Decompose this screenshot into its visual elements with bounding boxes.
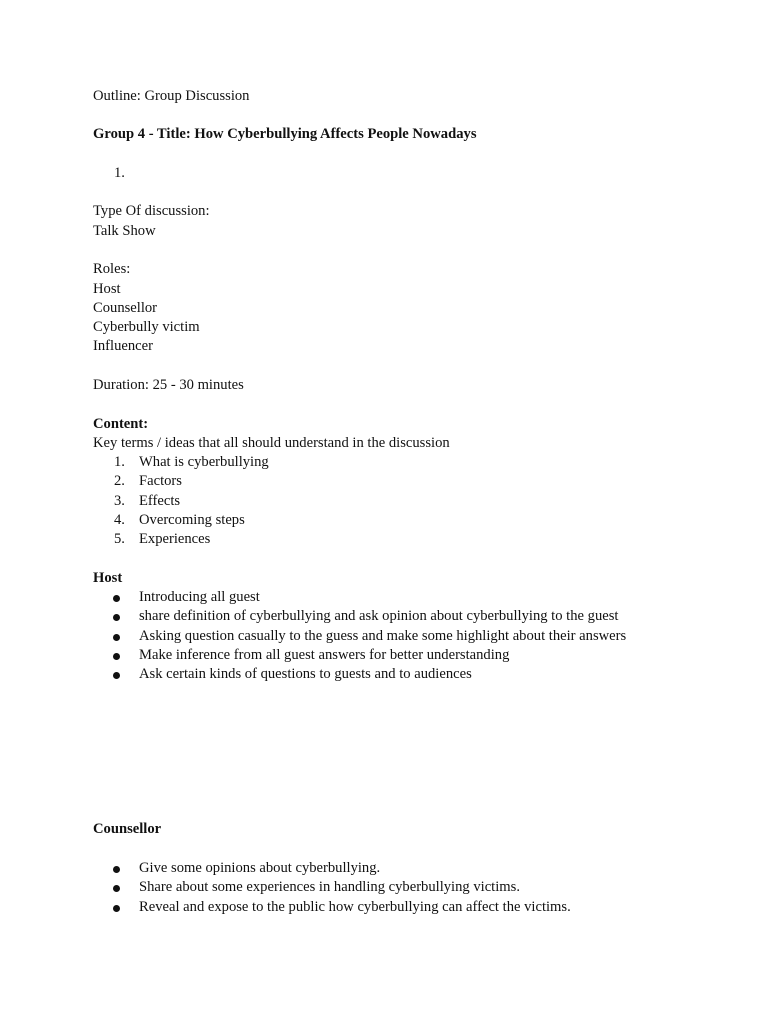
list-item-text: Overcoming steps	[139, 512, 245, 528]
host-heading: Host	[93, 570, 123, 586]
list-marker: 1.	[114, 165, 125, 181]
outline-heading: Outline: Group Discussion	[93, 88, 250, 104]
list-item-text: Share about some experiences in handling cyberbullying victims.	[139, 879, 520, 895]
type-of-discussion-value: Talk Show	[93, 223, 156, 239]
list-item-text: Make inference from all guest answers for better understanding	[139, 647, 510, 663]
bullet-icon	[113, 614, 120, 621]
list-item-text: What is cyberbullying	[139, 454, 269, 470]
list-item-text: Asking question casually to the guess and make some highlight about their answers	[139, 628, 627, 644]
bullet-icon	[113, 595, 120, 602]
list-item-text: Experiences	[139, 531, 211, 547]
list-marker: 2.	[114, 473, 125, 489]
list-item-text: Give some opinions about cyberbullying.	[139, 860, 381, 876]
content-heading: Content:	[93, 416, 149, 432]
role-item: Cyberbully victim	[93, 319, 200, 335]
list-item-text: Introducing all guest	[139, 589, 260, 605]
content-intro: Key terms / ideas that all should understand in the discussion	[93, 435, 450, 451]
group-title: Group 4 - Title: How Cyberbullying Affects People Nowadays	[93, 126, 477, 142]
role-item: Counsellor	[93, 300, 158, 316]
roles-label: Roles:	[93, 261, 131, 277]
role-item: Influencer	[93, 338, 153, 354]
counsellor-heading: Counsellor	[93, 821, 162, 837]
type-of-discussion-label: Type Of discussion:	[93, 203, 210, 219]
list-item-text: share definition of cyberbullying and ask opinion about cyberbullying to the guest	[139, 608, 619, 624]
bullet-icon	[113, 885, 120, 892]
bullet-icon	[113, 653, 120, 660]
list-item-text: Ask certain kinds of questions to guests and to audiences	[139, 666, 472, 682]
bullet-icon	[113, 672, 120, 679]
list-marker: 4.	[114, 512, 125, 528]
list-item-text: Reveal and expose to the public how cyberbullying can affect the victims.	[139, 899, 571, 915]
list-item-text: Factors	[139, 473, 182, 489]
list-item-text: Effects	[139, 493, 181, 509]
list-marker: 3.	[114, 493, 125, 509]
bullet-icon	[113, 866, 120, 873]
role-item: Host	[93, 281, 121, 297]
list-marker: 5.	[114, 531, 125, 547]
bullet-icon	[113, 634, 120, 641]
duration: Duration: 25 - 30 minutes	[93, 377, 244, 393]
list-marker: 1.	[114, 454, 125, 470]
bullet-icon	[113, 905, 120, 912]
